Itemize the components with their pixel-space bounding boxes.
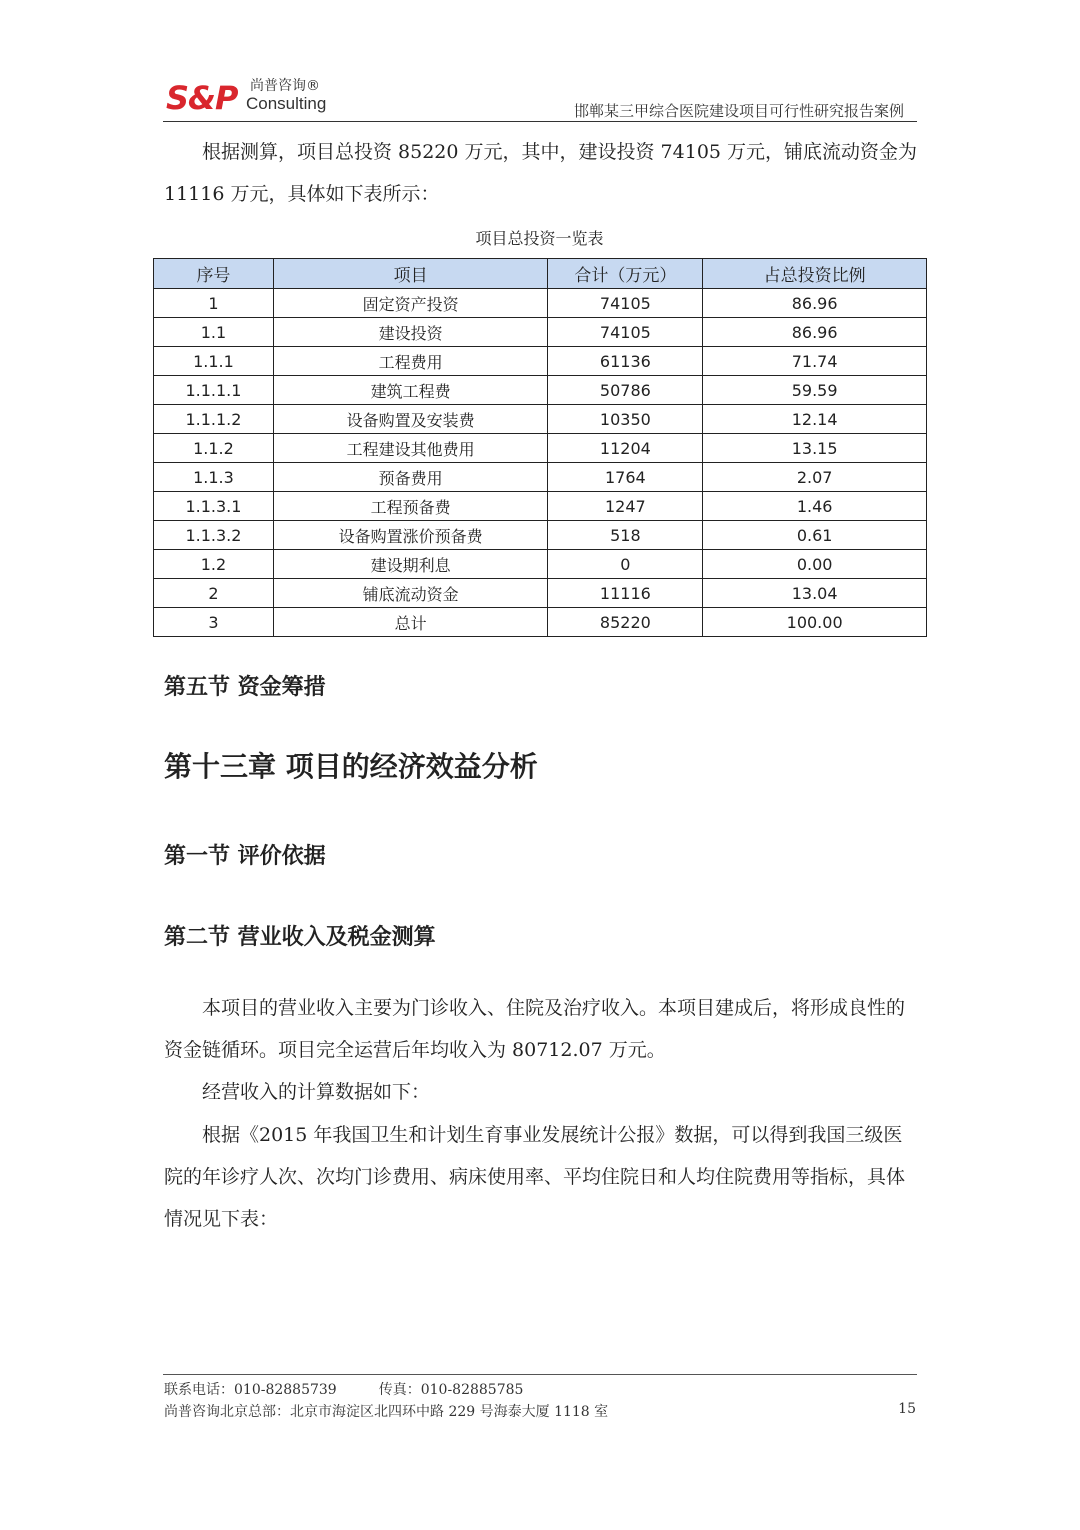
column-header-item: 项目 bbox=[273, 259, 548, 289]
section-heading-evaluation-basis: 第一节 评价依据 bbox=[164, 844, 326, 869]
cell-number: 1.1 bbox=[154, 318, 274, 347]
cell-item: 工程预备费 bbox=[273, 492, 548, 521]
table-row bbox=[154, 579, 927, 608]
cell-item: 设备购置及安装费 bbox=[273, 405, 548, 434]
footer-contact bbox=[164, 1379, 523, 1399]
cell-number: 1 bbox=[154, 289, 274, 318]
cell-ratio: 86.96 bbox=[703, 318, 927, 347]
cell-ratio: 59.59 bbox=[703, 376, 927, 405]
cell-total: 74105 bbox=[548, 318, 703, 347]
table-row bbox=[154, 608, 927, 637]
table-row bbox=[154, 550, 927, 579]
section-heading-fundraising: 第五节 资金筹措 bbox=[164, 675, 326, 700]
column-header-number: 序号 bbox=[154, 259, 274, 289]
cell-ratio: 2.07 bbox=[703, 463, 927, 492]
cell-ratio: 71.74 bbox=[703, 347, 927, 376]
cell-item: 工程建设其他费用 bbox=[273, 434, 548, 463]
cell-total: 0 bbox=[548, 550, 703, 579]
cell-number: 3 bbox=[154, 608, 274, 637]
cell-total: 11204 bbox=[548, 434, 703, 463]
cell-ratio: 0.61 bbox=[703, 521, 927, 550]
footer-divider bbox=[163, 1374, 917, 1375]
chapter-heading-economic-analysis: 第十三章 项目的经济效益分析 bbox=[164, 750, 538, 783]
footer-fax: 传真：010-82885785 bbox=[378, 1382, 524, 1398]
cell-item: 设备购置涨价预备费 bbox=[273, 521, 548, 550]
cell-total: 518 bbox=[548, 521, 703, 550]
column-header-total: 合计（万元） bbox=[548, 259, 703, 289]
cell-number: 1.1.2 bbox=[154, 434, 274, 463]
cell-item: 总计 bbox=[273, 608, 548, 637]
cell-number: 2 bbox=[154, 579, 274, 608]
cell-number: 1.1.1.2 bbox=[154, 405, 274, 434]
cell-total: 74105 bbox=[548, 289, 703, 318]
cell-number: 1.1.3 bbox=[154, 463, 274, 492]
investment-table bbox=[153, 258, 927, 637]
cell-item: 建筑工程费 bbox=[273, 376, 548, 405]
cell-number: 1.1.1.1 bbox=[154, 376, 274, 405]
cell-number: 1.2 bbox=[154, 550, 274, 579]
table-row bbox=[154, 521, 927, 550]
logo-english-name: Consulting bbox=[246, 94, 327, 113]
cell-ratio: 13.15 bbox=[703, 434, 927, 463]
footer-address: 尚普咨询北京总部：北京市海淀区北四环中路 229 号海泰大厦 1118 室 bbox=[164, 1404, 609, 1420]
table-caption: 项目总投资一览表 bbox=[475, 229, 604, 248]
intro-paragraph: 根据测算，项目总投资 85220 万元，其中，建设投资 74105 万元，铺底流动资金为 11116 万元，具体如下表所示： bbox=[164, 141, 918, 205]
cell-item: 固定资产投资 bbox=[273, 289, 548, 318]
table-row bbox=[154, 347, 927, 376]
cell-item: 建设期利息 bbox=[273, 550, 548, 579]
cell-number: 1.1.3.1 bbox=[154, 492, 274, 521]
cell-item: 建设投资 bbox=[273, 318, 548, 347]
table-row bbox=[154, 289, 927, 318]
calc-data-paragraph: 经营收入的计算数据如下： bbox=[202, 1081, 431, 1103]
footer-phone: 联系电话：010-82885739 bbox=[164, 1382, 337, 1398]
company-logo bbox=[166, 78, 346, 118]
table-row bbox=[154, 405, 927, 434]
cell-number: 1.1.3.2 bbox=[154, 521, 274, 550]
page-number: 15 bbox=[898, 1401, 916, 1417]
document-title: 邯郸某三甲综合医院建设项目可行性研究报告案例 bbox=[573, 102, 904, 120]
cell-total: 61136 bbox=[548, 347, 703, 376]
cell-total: 50786 bbox=[548, 376, 703, 405]
cell-total: 1764 bbox=[548, 463, 703, 492]
revenue-paragraph: 本项目的营业收入主要为门诊收入、住院及治疗收入。本项目建成后，将形成良性的资金链循环。项目完全运营后年均收入为 80712.07 万元。 bbox=[164, 997, 906, 1061]
cell-item: 工程费用 bbox=[273, 347, 548, 376]
statistics-paragraph: 根据《2015 年我国卫生和计划生育事业发展统计公报》数据，可以得到我国三级医院的年诊疗人次、次均门诊费用、病床使用率、平均住院日和人均住院费用等指标，具体情况见下表： bbox=[164, 1124, 906, 1230]
cell-ratio: 12.14 bbox=[703, 405, 927, 434]
cell-total: 11116 bbox=[548, 579, 703, 608]
logo-mark: S&P bbox=[166, 79, 238, 117]
cell-ratio: 86.96 bbox=[703, 289, 927, 318]
header-divider bbox=[163, 121, 917, 122]
table-row bbox=[154, 318, 927, 347]
cell-number: 1.1.1 bbox=[154, 347, 274, 376]
cell-total: 85220 bbox=[548, 608, 703, 637]
cell-item: 预备费用 bbox=[273, 463, 548, 492]
cell-ratio: 0.00 bbox=[703, 550, 927, 579]
table-row bbox=[154, 492, 927, 521]
table-row bbox=[154, 376, 927, 405]
cell-ratio: 1.46 bbox=[703, 492, 927, 521]
cell-item: 铺底流动资金 bbox=[273, 579, 548, 608]
cell-ratio: 13.04 bbox=[703, 579, 927, 608]
cell-total: 1247 bbox=[548, 492, 703, 521]
section-heading-revenue-tax: 第二节 营业收入及税金测算 bbox=[164, 925, 436, 950]
column-header-ratio: 占总投资比例 bbox=[703, 259, 927, 289]
cell-ratio: 100.00 bbox=[703, 608, 927, 637]
table-row bbox=[154, 434, 927, 463]
table-row bbox=[154, 463, 927, 492]
table-header-row bbox=[154, 259, 927, 289]
logo-chinese-name: 尚普咨询® bbox=[250, 78, 320, 94]
cell-total: 10350 bbox=[548, 405, 703, 434]
